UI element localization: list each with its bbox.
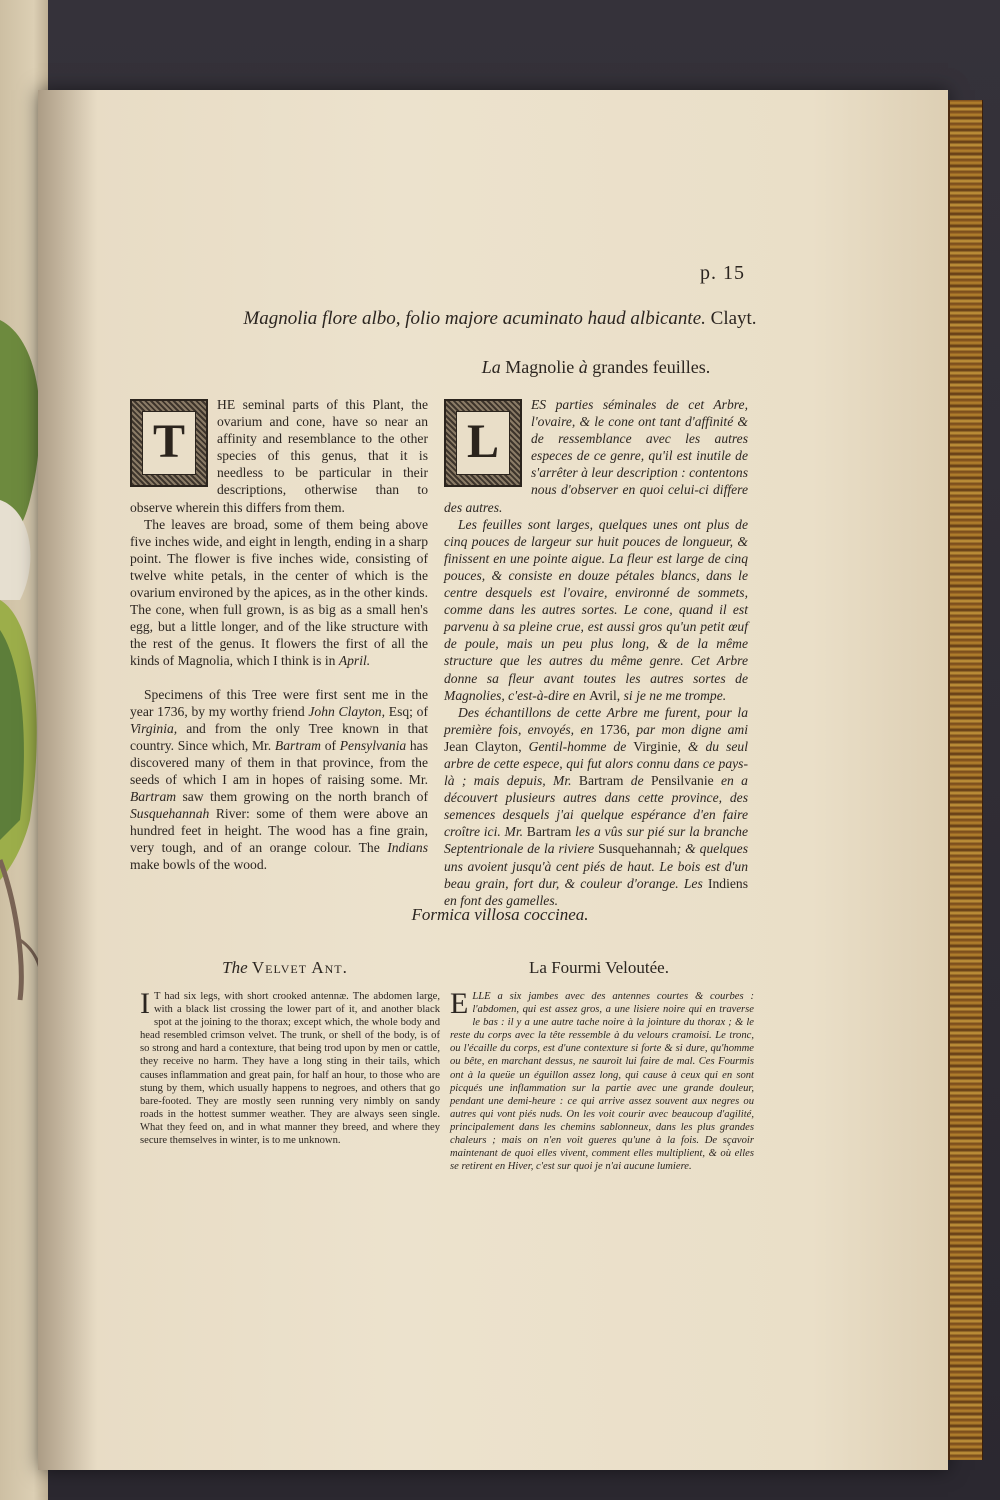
french-heading: La Magnolie à grandes feuilles. bbox=[481, 357, 711, 377]
page-number: p. 15 bbox=[700, 262, 745, 284]
ornamental-dropcap-t: T bbox=[130, 399, 208, 487]
english-column bbox=[130, 396, 428, 874]
french-column bbox=[444, 396, 748, 909]
author-abbrev: Clayt. bbox=[710, 308, 757, 329]
magnolia-title bbox=[100, 308, 900, 330]
ant-english-text: I T had six legs, with short crooked antennæ. The abdomen large, with a black list crossing the lower part of it, and another black spot at the joining to the thorax; except which, the whole body and head resembled crimson velvet. The trunk, or shell of the body, is of so strong and hard a contexture, that being trod upon by men or cattle, they receive no harm. They have a long sting in their tails, which causes inflammation and great pain, for half an hour, to those who are stung by them, which usually happens to negroes, and others that go bare-footed. They are mostly seen running very nimbly on sandy roads in the hottest summer weather. They are always seen single. What they feed on, and in what manner they breed, and where they secure themselves in winter, is to me unknown. bbox=[140, 987, 440, 1147]
ornamental-dropcap-l: L bbox=[444, 399, 522, 487]
english-para-1: HE seminal parts of this Plant, the ovarium and cone, have so near an affinity and resemblance to the other species of this genus, that it is needless to be particular in their descriptions, otherwise than to observe wherein this differs from them. bbox=[130, 397, 428, 515]
english-para-3: Specimens of this Tree were first sent me in the year 1736, by my worthy friend John Clayton, Esq; of Virginia, and from the only Tree known in that country. Since which, Mr. Bartram of Pensylvania has discovered many of them in that province, from the seeds of which I am in hopes of raising some. Mr. Bartram saw them growing on the north branch of Susquehannah River: some of them were above an hundred feet in height. The wood has a fine grain, very tough, and of an orange colour. The Indians make bowls of the wood. bbox=[130, 686, 429, 873]
ant-latin-title: Formica villosa coccinea. bbox=[411, 905, 589, 924]
french-para-2: Les feuilles sont larges, quelques unes ont plus de cinq pouces de largeur sur huit pouces de longueur, & finissent en une pointe aigue. La fleur est large de cinq pouces, & consiste en douze pétales blancs, dans le centre desquels est l'ovaire, environné de sommets, comme dans les autres sortes. Le cone, quand il est parvenu à sa pleine crue, est aussi gros qu'un petit œuf de poule, mais un peu plus long, & de la même structure que les autres du même genre. Cet Arbre donne sa fleur avant toutes les autres sortes de Magnolies, c'est-à-dire en Avril, si je ne me trompe. bbox=[444, 516, 748, 703]
gutter-shadow bbox=[38, 90, 98, 1470]
ant-french-heading: La Fourmi Veloutée. bbox=[529, 958, 669, 977]
initial-e: E bbox=[450, 987, 469, 1020]
latin-name: Magnolia flore albo, folio majore acuminato haud albicante. bbox=[243, 308, 706, 329]
ant-french-text: E LLE a six jambes avec des antennes courtes & courbes : l'abdomen, qui est assez gros, a une lisiere noire qui en traverse le bas : il y a une autre tache noire à la jointure du thorax ; & le reste du corps avec la tête ressemble à du velours cramoisi. Le tronc, ou l'écaille du corps, est d'une contexture si forte & si dure, qu'homme ou bête, en marchant dessus, ne sauroit lui faire de mal. Ces Fourmis ont à la queüe un éguillon assez long, qui cause à ceux qui en sont picqués une inflammation sur la partie avec une grande douleur, pendant une demi-heure : ce qui arrive assez souvent aux negres ou autres qui vont piés nuds. On les voit courir avec beaucoup d'agilité, principalement dans les chemins sablonneux, dans les plus grandes chaleurs ; mais on n'en voit gueres qu'une à la fois. De sçavoir maintenant de quoi elles vivent, comment elles multiplient, & où elles se retirent en Hiver, c'est sur quoi je n'ai aucune lumiere. bbox=[450, 987, 754, 1173]
english-para-2: The leaves are broad, some of them being above five inches wide, and eight in length, ending in a sharp point. The flower is five inches wide, consisting of twelve white petals, in the center of which is the ovarium environed by the apices, as in the other kinds. The cone, when full grown, is as big as a small hen's egg, but a little longer, and of the like structure with the rest of the genus. It flowers the first of all the kinds of Magnolia, which I think is in April. bbox=[130, 516, 428, 669]
ant-english-heading: The Velvet Ant. bbox=[222, 958, 348, 977]
initial-i: I bbox=[140, 987, 150, 1020]
gilt-fore-edge bbox=[948, 100, 983, 1460]
french-para-3: Des échantillons de cette Arbre me furent, pour la première fois, envoyés, en 1736, par mon digne ami Jean Clayton, Gentil-homme de Virginie, & du seul arbre de cette espece, qui fut alors connu dans ce pays-là ; mais depuis, Mr. Bartram de Pensilvanie en a découvert plusieurs autres dans cette province, des semences desquels j'ai quelque espérance d'en faire croître ici. Mr. Bartram les a vûs sur pié sur la branche Septentrionale de la riviere Susquehannah; & quelques uns avoient jusqu'à cent piés de haut. Le bois est d'un beau grain, fort dur, & couleur d'orange. Les Indiens en font des gamelles. bbox=[444, 704, 749, 908]
french-para-1: ES parties séminales de cet Arbre, l'ovaire, & le cone ont tant d'affinité & de ressemblance avec les autres especes de ce genre, qu'il est inutile de s'arrêter à leur description : contentons nous d'observer en quoi celui-ci differe des autres. bbox=[444, 397, 748, 515]
